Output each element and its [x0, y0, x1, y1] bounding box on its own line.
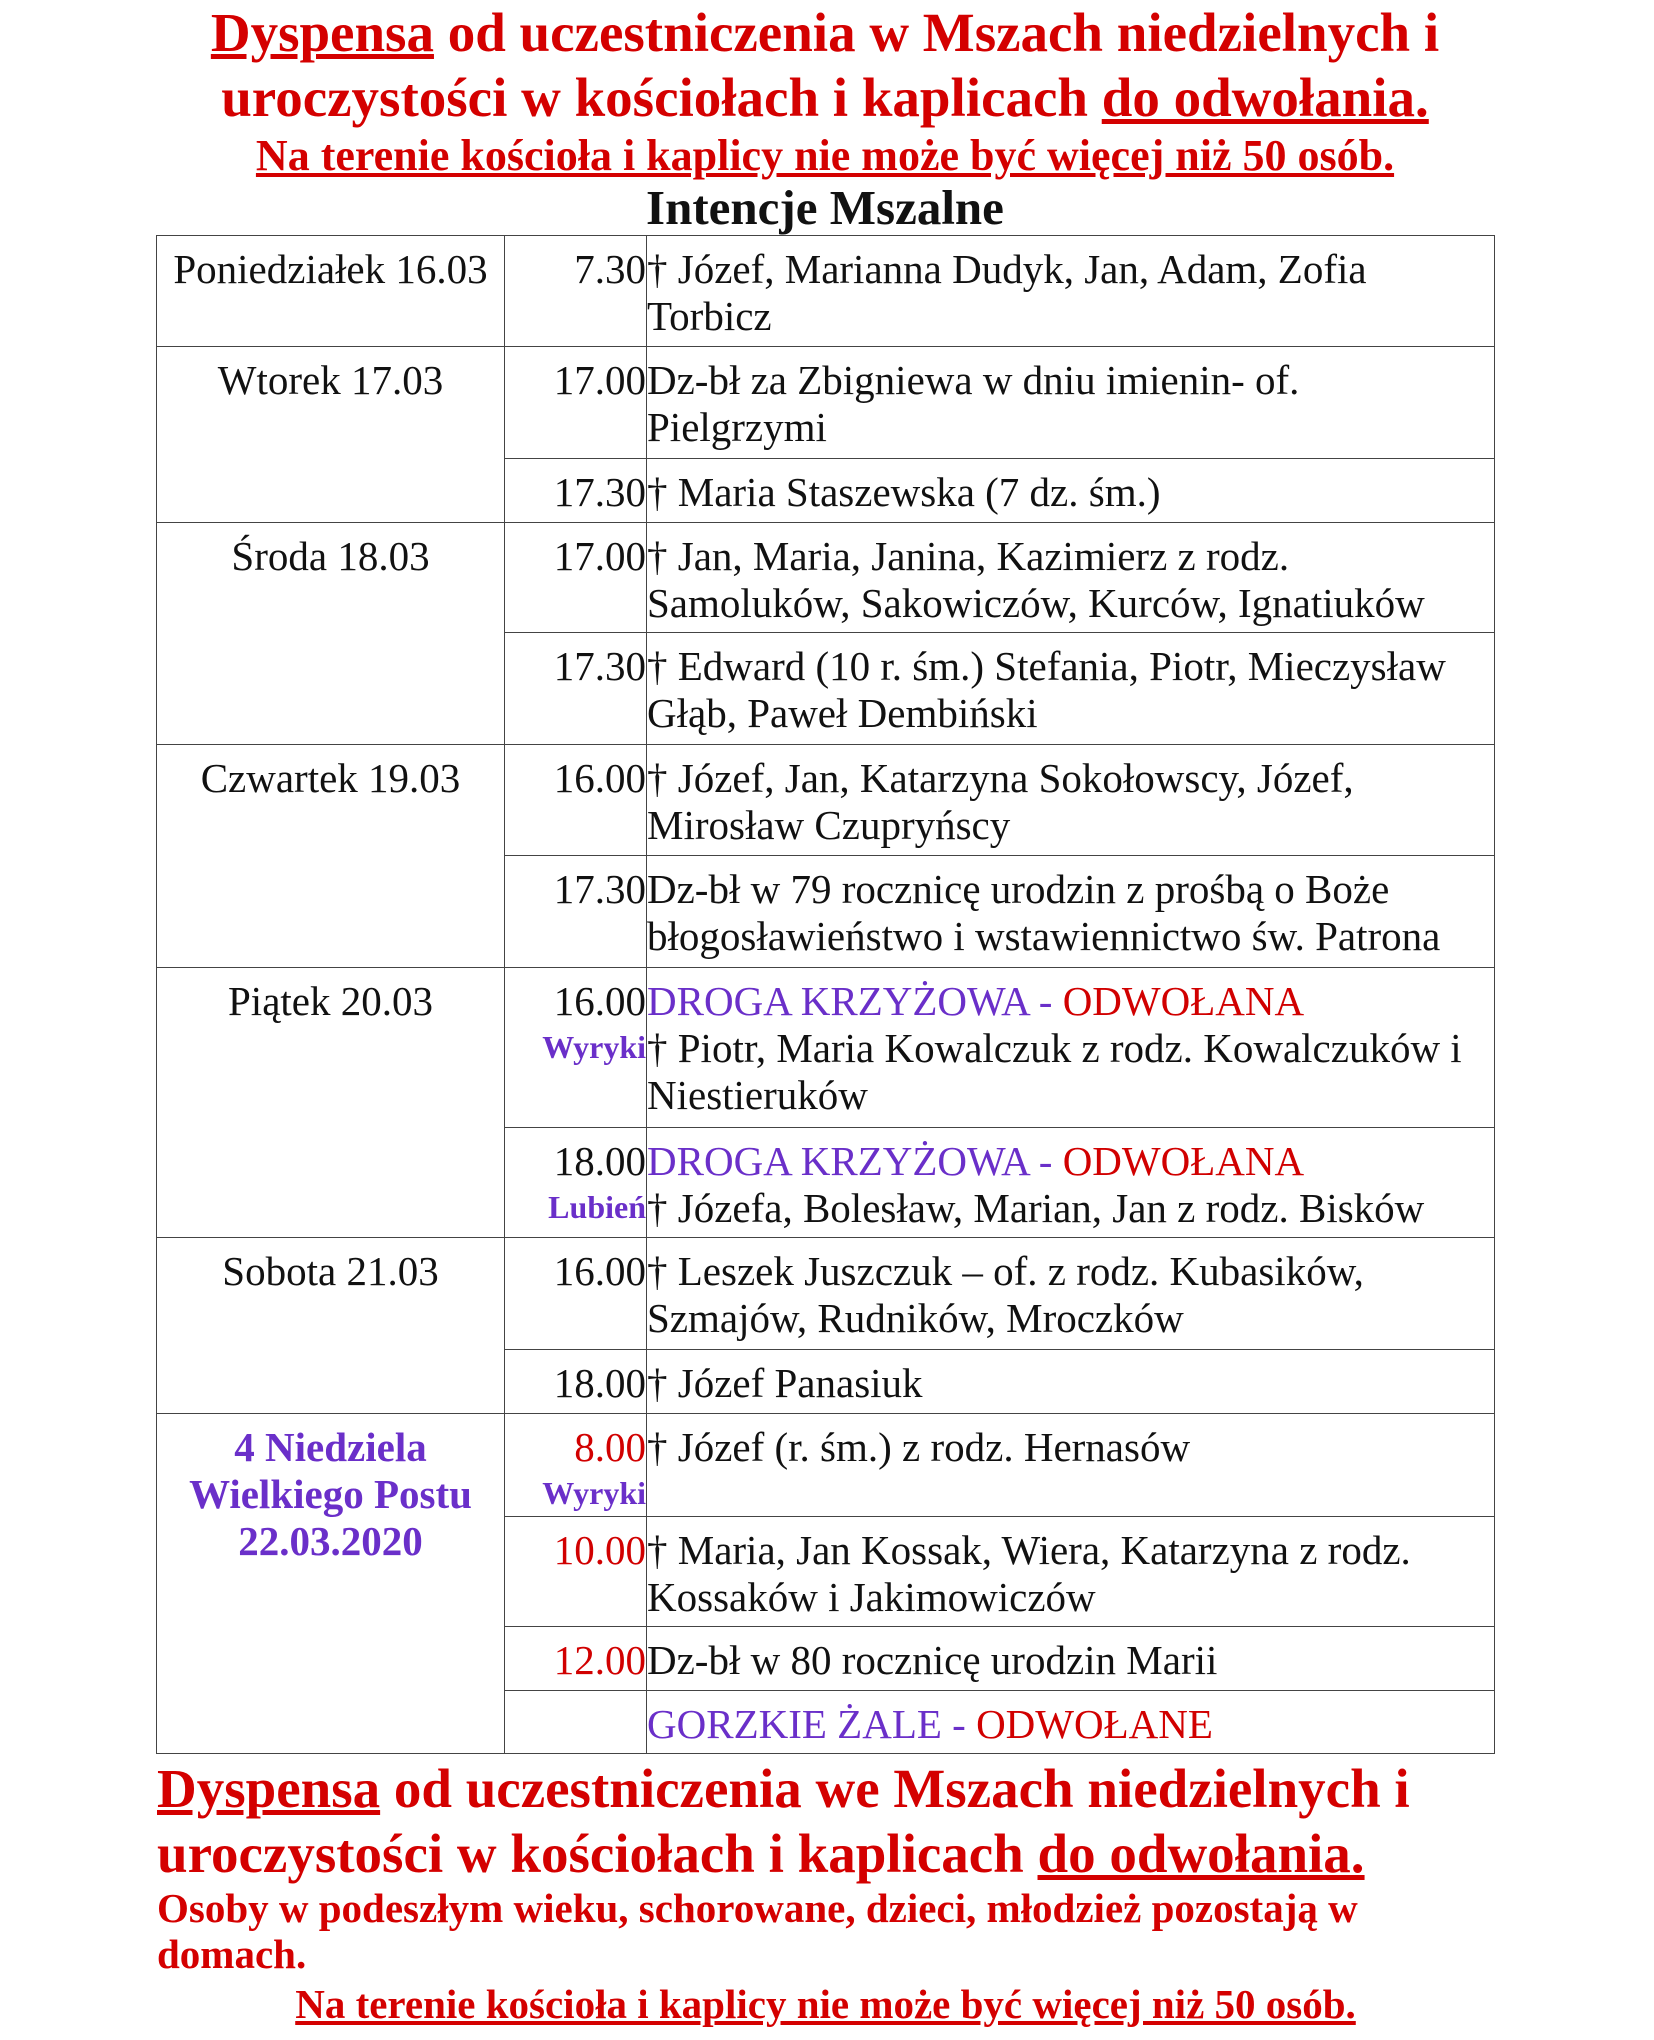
- day-cell-sunday: [157, 1414, 505, 1754]
- time-cell: [505, 1517, 647, 1627]
- schedule-row: [157, 236, 1495, 347]
- mass-time: 17.00: [553, 533, 646, 579]
- day-label: Wtorek 17.03: [217, 357, 444, 403]
- intention-cell: [647, 633, 1495, 745]
- attendance-limit-text: Na terenie kościoła i kaplicy nie może być więcej niż 50 osób.: [255, 131, 1395, 180]
- intention-line: † Jan, Maria, Janina, Kazimierz z rodz.: [647, 533, 1290, 579]
- until-revoked-text: do odwołania.: [1101, 67, 1429, 128]
- intention-line: Dz-bł w 79 rocznicę urodzin z prośbą o Boże: [647, 866, 1390, 912]
- section-title: Intencje Mszalne: [646, 180, 1004, 235]
- intention-line: Niestieruków: [647, 1072, 868, 1118]
- mass-time: 16.00: [553, 978, 646, 1024]
- intention-line: Mirosław Czupryńscy: [647, 802, 1011, 848]
- time-cell: [505, 236, 647, 347]
- time-cell: [505, 1238, 647, 1350]
- time-cell: [505, 1350, 647, 1414]
- day-cell-monday: [157, 236, 505, 347]
- cancellation-notice: [647, 978, 1494, 1025]
- mass-time: 16.00: [553, 1248, 646, 1294]
- event-name: DROGA KRZYŻOWA -: [647, 978, 1053, 1024]
- intention-cell: [647, 236, 1495, 347]
- intention-line: † Józef, Jan, Katarzyna Sokołowscy, Józef,: [647, 755, 1354, 801]
- day-cell-saturday: [157, 1238, 505, 1414]
- intention-cell: [647, 1627, 1495, 1691]
- day-label: Sobota 21.03: [222, 1248, 439, 1294]
- intention-cell: [647, 523, 1495, 633]
- dispensation-text: uroczystości w kościołach i kaplicach: [221, 67, 1088, 128]
- schedule-row: [157, 1414, 1495, 1517]
- event-status: ODWOŁANA: [1062, 1138, 1305, 1184]
- time-cell: [505, 856, 647, 968]
- intention-cell: [647, 347, 1495, 459]
- day-cell-friday: [157, 968, 505, 1238]
- notice-top-line-1: [156, 0, 1494, 65]
- intention-line: † Maria, Jan Kossak, Wiera, Katarzyna z rodz.: [647, 1527, 1411, 1573]
- advice-line: Osoby w podeszłym wieku, schorowane, dzieci, młodzież pozostają w: [157, 1885, 1358, 1931]
- intention-line: † Piotr, Maria Kowalczuk z rodz. Kowalczuków i: [647, 1025, 1462, 1071]
- mass-time: 17.30: [553, 469, 646, 515]
- intention-cell: [647, 1691, 1495, 1754]
- intention-line: † Leszek Juszczuk – of. z rodz. Kubasików,: [647, 1248, 1364, 1294]
- time-cell: [505, 347, 647, 459]
- intention-cell: [647, 745, 1495, 856]
- intention-line: † Józef (r. śm.) z rodz. Hernasów: [647, 1424, 1191, 1470]
- mass-intentions-table: [156, 235, 1495, 1754]
- notice-bottom-line-1: [157, 1756, 1494, 1821]
- day-label: 22.03.2020: [238, 1518, 423, 1564]
- mass-time: 8.00: [574, 1424, 646, 1470]
- time-cell: [505, 633, 647, 745]
- schedule-row: [157, 1238, 1495, 1350]
- time-cell: [505, 459, 647, 523]
- intention-line: Torbicz: [647, 293, 772, 339]
- intention-line: Pielgrzymi: [647, 404, 827, 450]
- notice-top-line-2: [156, 65, 1494, 130]
- day-cell-wednesday: [157, 523, 505, 745]
- event-status: ODWOŁANE: [976, 1701, 1213, 1747]
- intention-line: Dz-bł za Zbigniewa w dniu imienin- of.: [647, 357, 1300, 403]
- dispensation-word: Dyspensa: [210, 2, 434, 63]
- time-cell: [505, 1414, 647, 1517]
- time-cell: [505, 1627, 647, 1691]
- intention-line: † Maria Staszewska (7 dz. śm.): [647, 469, 1161, 515]
- dispensation-text: uroczystości w kościołach i kaplicach: [157, 1823, 1024, 1884]
- event-status: ODWOŁANA: [1062, 978, 1305, 1024]
- notice-bottom: [157, 1756, 1494, 2027]
- day-label: Poniedziałek 16.03: [173, 246, 488, 292]
- intention-line: Samoluków, Sakowiczów, Kurców, Ignatiuków: [647, 580, 1425, 626]
- dispensation-text: od uczestniczenia we Mszach niedzielnych i: [393, 1758, 1410, 1819]
- time-cell: [505, 1128, 647, 1238]
- time-cell: [505, 968, 647, 1128]
- intention-line: Szmajów, Rudników, Mroczków: [647, 1295, 1184, 1341]
- time-cell-empty: [505, 1691, 647, 1754]
- day-cell-thursday: [157, 745, 505, 968]
- intention-cell: [647, 856, 1495, 968]
- intention-line: † Józef Panasiuk: [647, 1360, 923, 1406]
- cancellation-notice: [647, 1138, 1494, 1185]
- intention-line: Głąb, Paweł Dembiński: [647, 690, 1038, 736]
- mass-location: Wyryki: [542, 1475, 646, 1511]
- schedule-row: [157, 347, 1495, 459]
- mass-time: 12.00: [553, 1637, 646, 1683]
- intention-cell: [647, 1238, 1495, 1350]
- intention-line: Dz-bł w 80 rocznicę urodzin Marii: [647, 1637, 1218, 1683]
- time-cell: [505, 745, 647, 856]
- intention-cell: [647, 1414, 1495, 1517]
- notice-top: [156, 0, 1494, 182]
- intention-line: błogosławieństwo i wstawiennictwo św. Patrona: [647, 913, 1441, 959]
- event-name: DROGA KRZYŻOWA -: [647, 1138, 1053, 1184]
- mass-time: 16.00: [553, 755, 646, 801]
- mass-location: Wyryki: [542, 1029, 646, 1065]
- schedule-row: [157, 745, 1495, 856]
- mass-time: 17.30: [553, 866, 646, 912]
- intention-line: † Józef, Marianna Dudyk, Jan, Adam, Zofia: [647, 246, 1367, 292]
- day-label: Czwartek 19.03: [200, 755, 461, 801]
- attendance-limit-text: Na terenie kościoła i kaplicy nie może być więcej niż 50 osób.: [295, 1981, 1356, 2027]
- mass-time: 10.00: [553, 1527, 646, 1573]
- advice-line: domach.: [157, 1930, 307, 1977]
- intention-cell: [647, 1350, 1495, 1414]
- event-name: GORZKIE ŻALE -: [647, 1701, 966, 1747]
- mass-time: 17.30: [553, 643, 646, 689]
- day-cell-tuesday: [157, 347, 505, 523]
- mass-time: 7.30: [574, 246, 646, 292]
- intention-line: † Edward (10 r. śm.) Stefania, Piotr, Mieczysław: [647, 643, 1446, 689]
- day-label: Wielkiego Postu: [189, 1471, 472, 1517]
- mass-time: 18.00: [553, 1138, 646, 1184]
- day-label: 4 Niedziela: [234, 1424, 427, 1470]
- notice-bottom-line-2: [157, 1821, 1494, 1886]
- day-label: Piątek 20.03: [228, 978, 433, 1024]
- day-label: Środa 18.03: [231, 533, 430, 579]
- intention-cell: [647, 1517, 1495, 1627]
- schedule-row: [157, 968, 1495, 1128]
- intention-line: Kossaków i Jakimowiczów: [647, 1574, 1096, 1620]
- dispensation-text: od uczestniczenia w Mszach niedzielnych i: [447, 2, 1440, 63]
- intention-cell: [647, 459, 1495, 523]
- mass-time: 17.00: [553, 357, 646, 403]
- schedule-row: [157, 523, 1495, 633]
- intention-cell: [647, 968, 1495, 1128]
- intention-line: † Józefa, Bolesław, Marian, Jan z rodz. Bisków: [647, 1185, 1425, 1231]
- until-revoked-text: do odwołania.: [1037, 1823, 1365, 1884]
- mass-time: 18.00: [553, 1360, 646, 1406]
- cancellation-notice: [647, 1701, 1494, 1748]
- intention-cell: [647, 1128, 1495, 1238]
- dispensation-word: Dyspensa: [157, 1758, 381, 1819]
- mass-location: Lubień: [548, 1189, 646, 1225]
- time-cell: [505, 523, 647, 633]
